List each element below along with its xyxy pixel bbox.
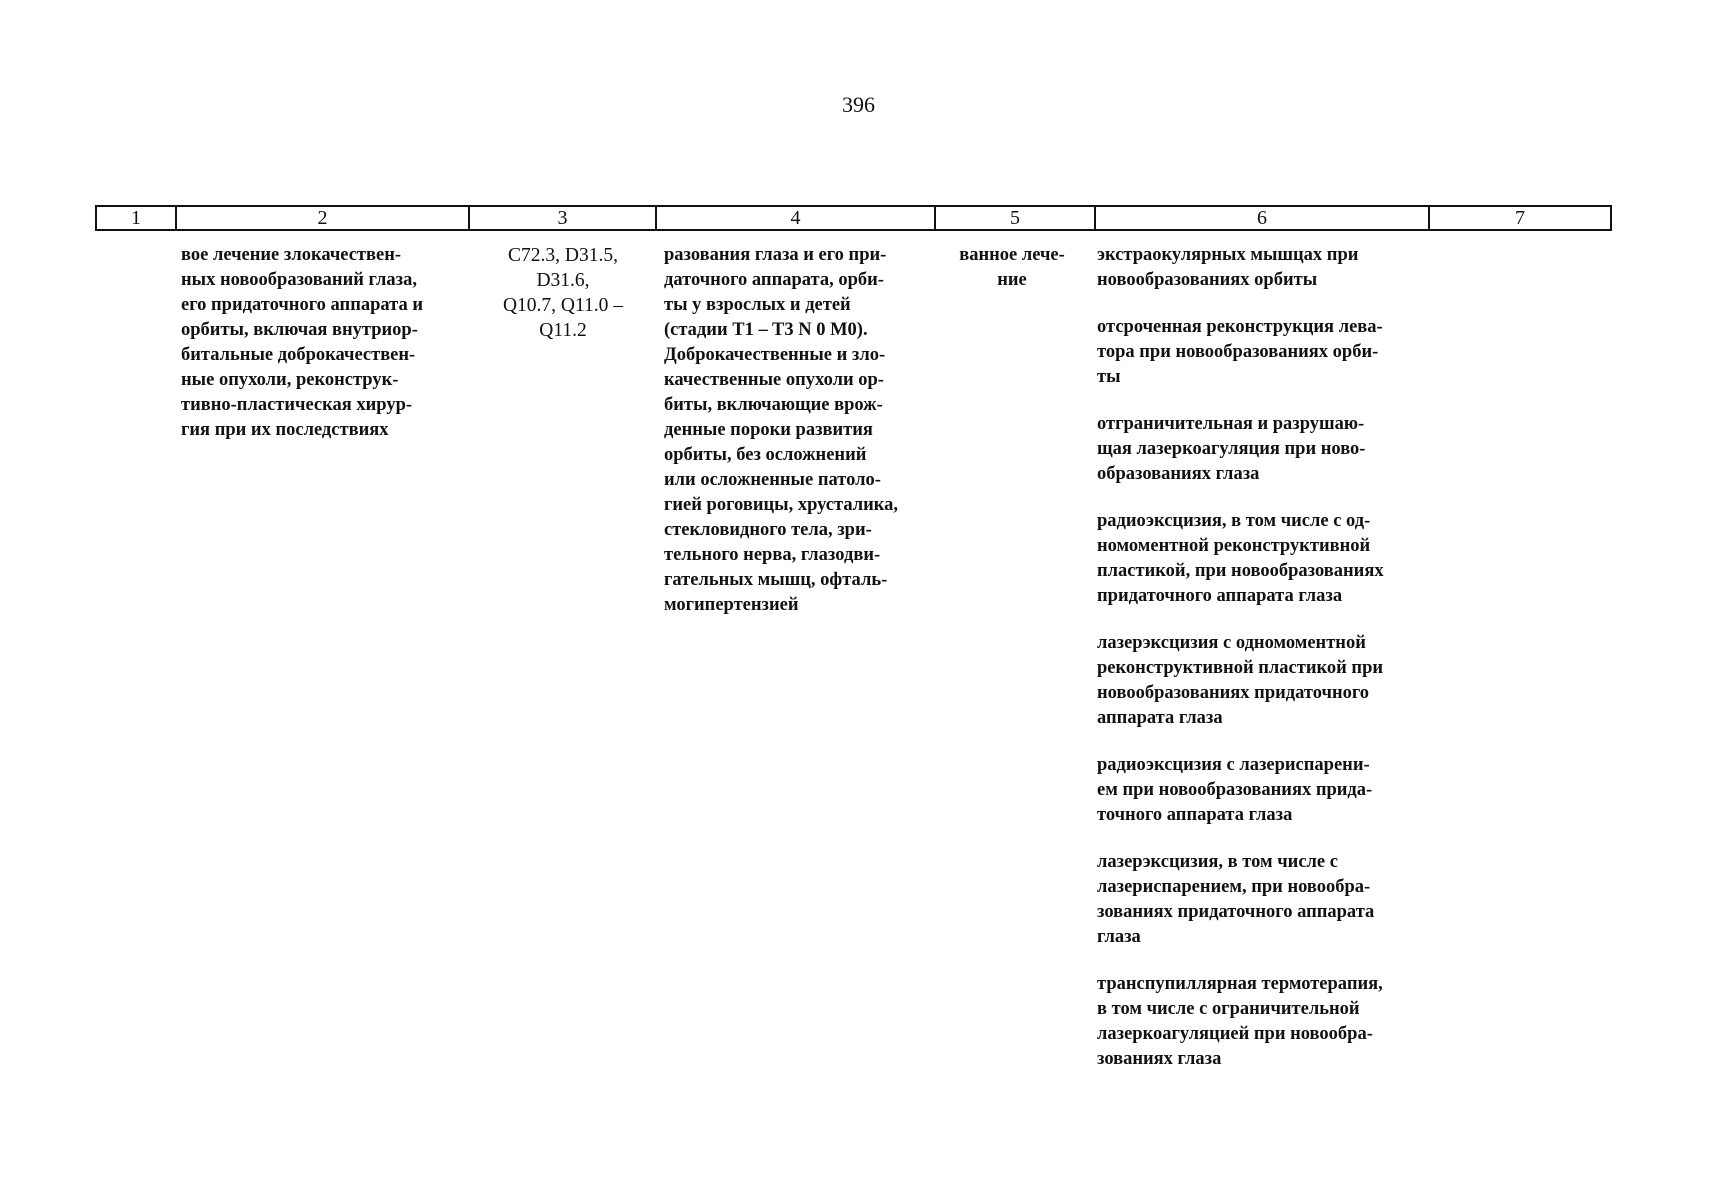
header-col-4: 4 — [657, 205, 936, 231]
column-2-text — [181, 243, 465, 443]
method-item-line: номоментной реконструктивной — [1097, 536, 1371, 556]
column-2-line: ные опухоли, реконструк- — [181, 370, 399, 390]
table-header — [95, 205, 1612, 231]
method-item — [1097, 509, 1423, 609]
column-2-line: вое лечение злокачествен- — [181, 245, 402, 265]
method-item-line: образованиях глаза — [1097, 464, 1260, 484]
method-item — [1097, 972, 1423, 1072]
column-4-line: даточного аппарата, орби- — [664, 270, 884, 290]
method-item-line: экстраокулярных мышцах при — [1097, 245, 1359, 265]
method-item-line: ем при новообразованиях прида- — [1097, 780, 1373, 800]
column-3-line: Q11.2 — [539, 320, 587, 341]
method-item-line: новообразованиях орбиты — [1097, 270, 1318, 290]
column-4-line: разования глаза и его при- — [664, 245, 887, 265]
method-item-line: в том числе с ограничительной — [1097, 999, 1360, 1019]
column-2-line: битальные доброкачествен- — [181, 345, 416, 365]
column-4-line: Доброкачественные и зло- — [664, 345, 886, 365]
method-item-line: радиоэксцизия, в том числе с од- — [1097, 511, 1371, 531]
column-4-line: или осложненные патоло- — [664, 470, 881, 490]
method-item-line: отграничительная и разрушаю- — [1097, 414, 1365, 434]
column-2-line: тивно-пластическая хирур- — [181, 395, 413, 415]
column-4-line: гательных мышц, офталь- — [664, 570, 888, 590]
method-item-line: отсроченная реконструкция лева- — [1097, 317, 1383, 337]
page-number: 396 — [842, 92, 875, 117]
method-item-line: глаза — [1097, 927, 1141, 947]
method-item — [1097, 631, 1423, 731]
column-4-line: качественные опухоли ор- — [664, 370, 884, 390]
method-item-line: ты — [1097, 367, 1121, 387]
column-4-text — [664, 243, 928, 618]
header-col-5: 5 — [936, 205, 1096, 231]
method-item-line: придаточного аппарата глаза — [1097, 586, 1343, 606]
header-col-2: 2 — [177, 205, 470, 231]
column-2-line: ных новообразований глаза, — [181, 270, 417, 290]
method-item-line: зованиях придаточного аппарата — [1097, 902, 1375, 922]
method-item-line: лазерэксцизия с одномоментной — [1097, 633, 1366, 653]
header-col-6: 6 — [1096, 205, 1430, 231]
column-5-text — [944, 243, 1080, 293]
column-4-line: тельного нерва, глазодви- — [664, 545, 881, 565]
column-3-line: Q10.7, Q11.0 – — [502, 295, 624, 316]
method-item-line: точного аппарата глаза — [1097, 805, 1293, 825]
column-3-line: D31.6, — [536, 270, 590, 291]
method-item-line: радиоэксцизия с лазериспарени- — [1097, 755, 1370, 775]
method-item-line: тора при новообразованиях орби- — [1097, 342, 1379, 362]
column-4-line: биты, включающие врож- — [664, 395, 883, 415]
method-item — [1097, 412, 1423, 487]
column-4-line: орбиты, без осложнений — [664, 445, 867, 465]
method-item-line: зованиях глаза — [1097, 1049, 1222, 1069]
column-3-line: C72.3, D31.5, — [508, 245, 618, 266]
header-col-3: 3 — [470, 205, 657, 231]
column-2-line: его придаточного аппарата и — [181, 295, 424, 315]
column-4-line: могипертензией — [664, 595, 799, 615]
method-item — [1097, 243, 1423, 293]
method-item-line: реконструктивной пластикой при — [1097, 658, 1384, 678]
method-item-line: аппарата глаза — [1097, 708, 1223, 728]
header-col-7: 7 — [1430, 205, 1612, 231]
column-2-line: орбиты, включая внутриор- — [181, 320, 418, 340]
column-2-line: гия при их последствиях — [181, 420, 389, 440]
method-item — [1097, 315, 1423, 390]
column-4-line: (стадии T1 – T3 N 0 M0). — [664, 320, 868, 340]
column-5-line: ванное лече- — [959, 245, 1065, 265]
method-item-line: транспупиллярная термотерапия, — [1097, 974, 1383, 994]
method-item-line: новообразованиях придаточного — [1097, 683, 1370, 703]
method-item-line: лазерэксцизия, в том числе с — [1097, 852, 1338, 872]
column-4-line: ты у взрослых и детей — [664, 295, 851, 315]
column-3-codes — [478, 243, 648, 343]
method-item-line: щая лазеркоагуляция при ново- — [1097, 439, 1366, 459]
column-4-line: гией роговицы, хрусталика, — [664, 495, 899, 515]
column-5-line: ние — [997, 270, 1027, 290]
method-item — [1097, 753, 1423, 828]
method-item-line: лазериспарением, при новообра- — [1097, 877, 1371, 897]
method-item-line: лазеркоагуляцией при новообра- — [1097, 1024, 1373, 1044]
column-4-line: денные пороки развития — [664, 420, 873, 440]
column-6-methods — [1097, 243, 1423, 1094]
method-item-line: пластикой, при новообразованиях — [1097, 561, 1384, 581]
header-col-1: 1 — [95, 205, 177, 231]
method-item — [1097, 850, 1423, 950]
column-4-line: стекловидного тела, зри- — [664, 520, 872, 540]
